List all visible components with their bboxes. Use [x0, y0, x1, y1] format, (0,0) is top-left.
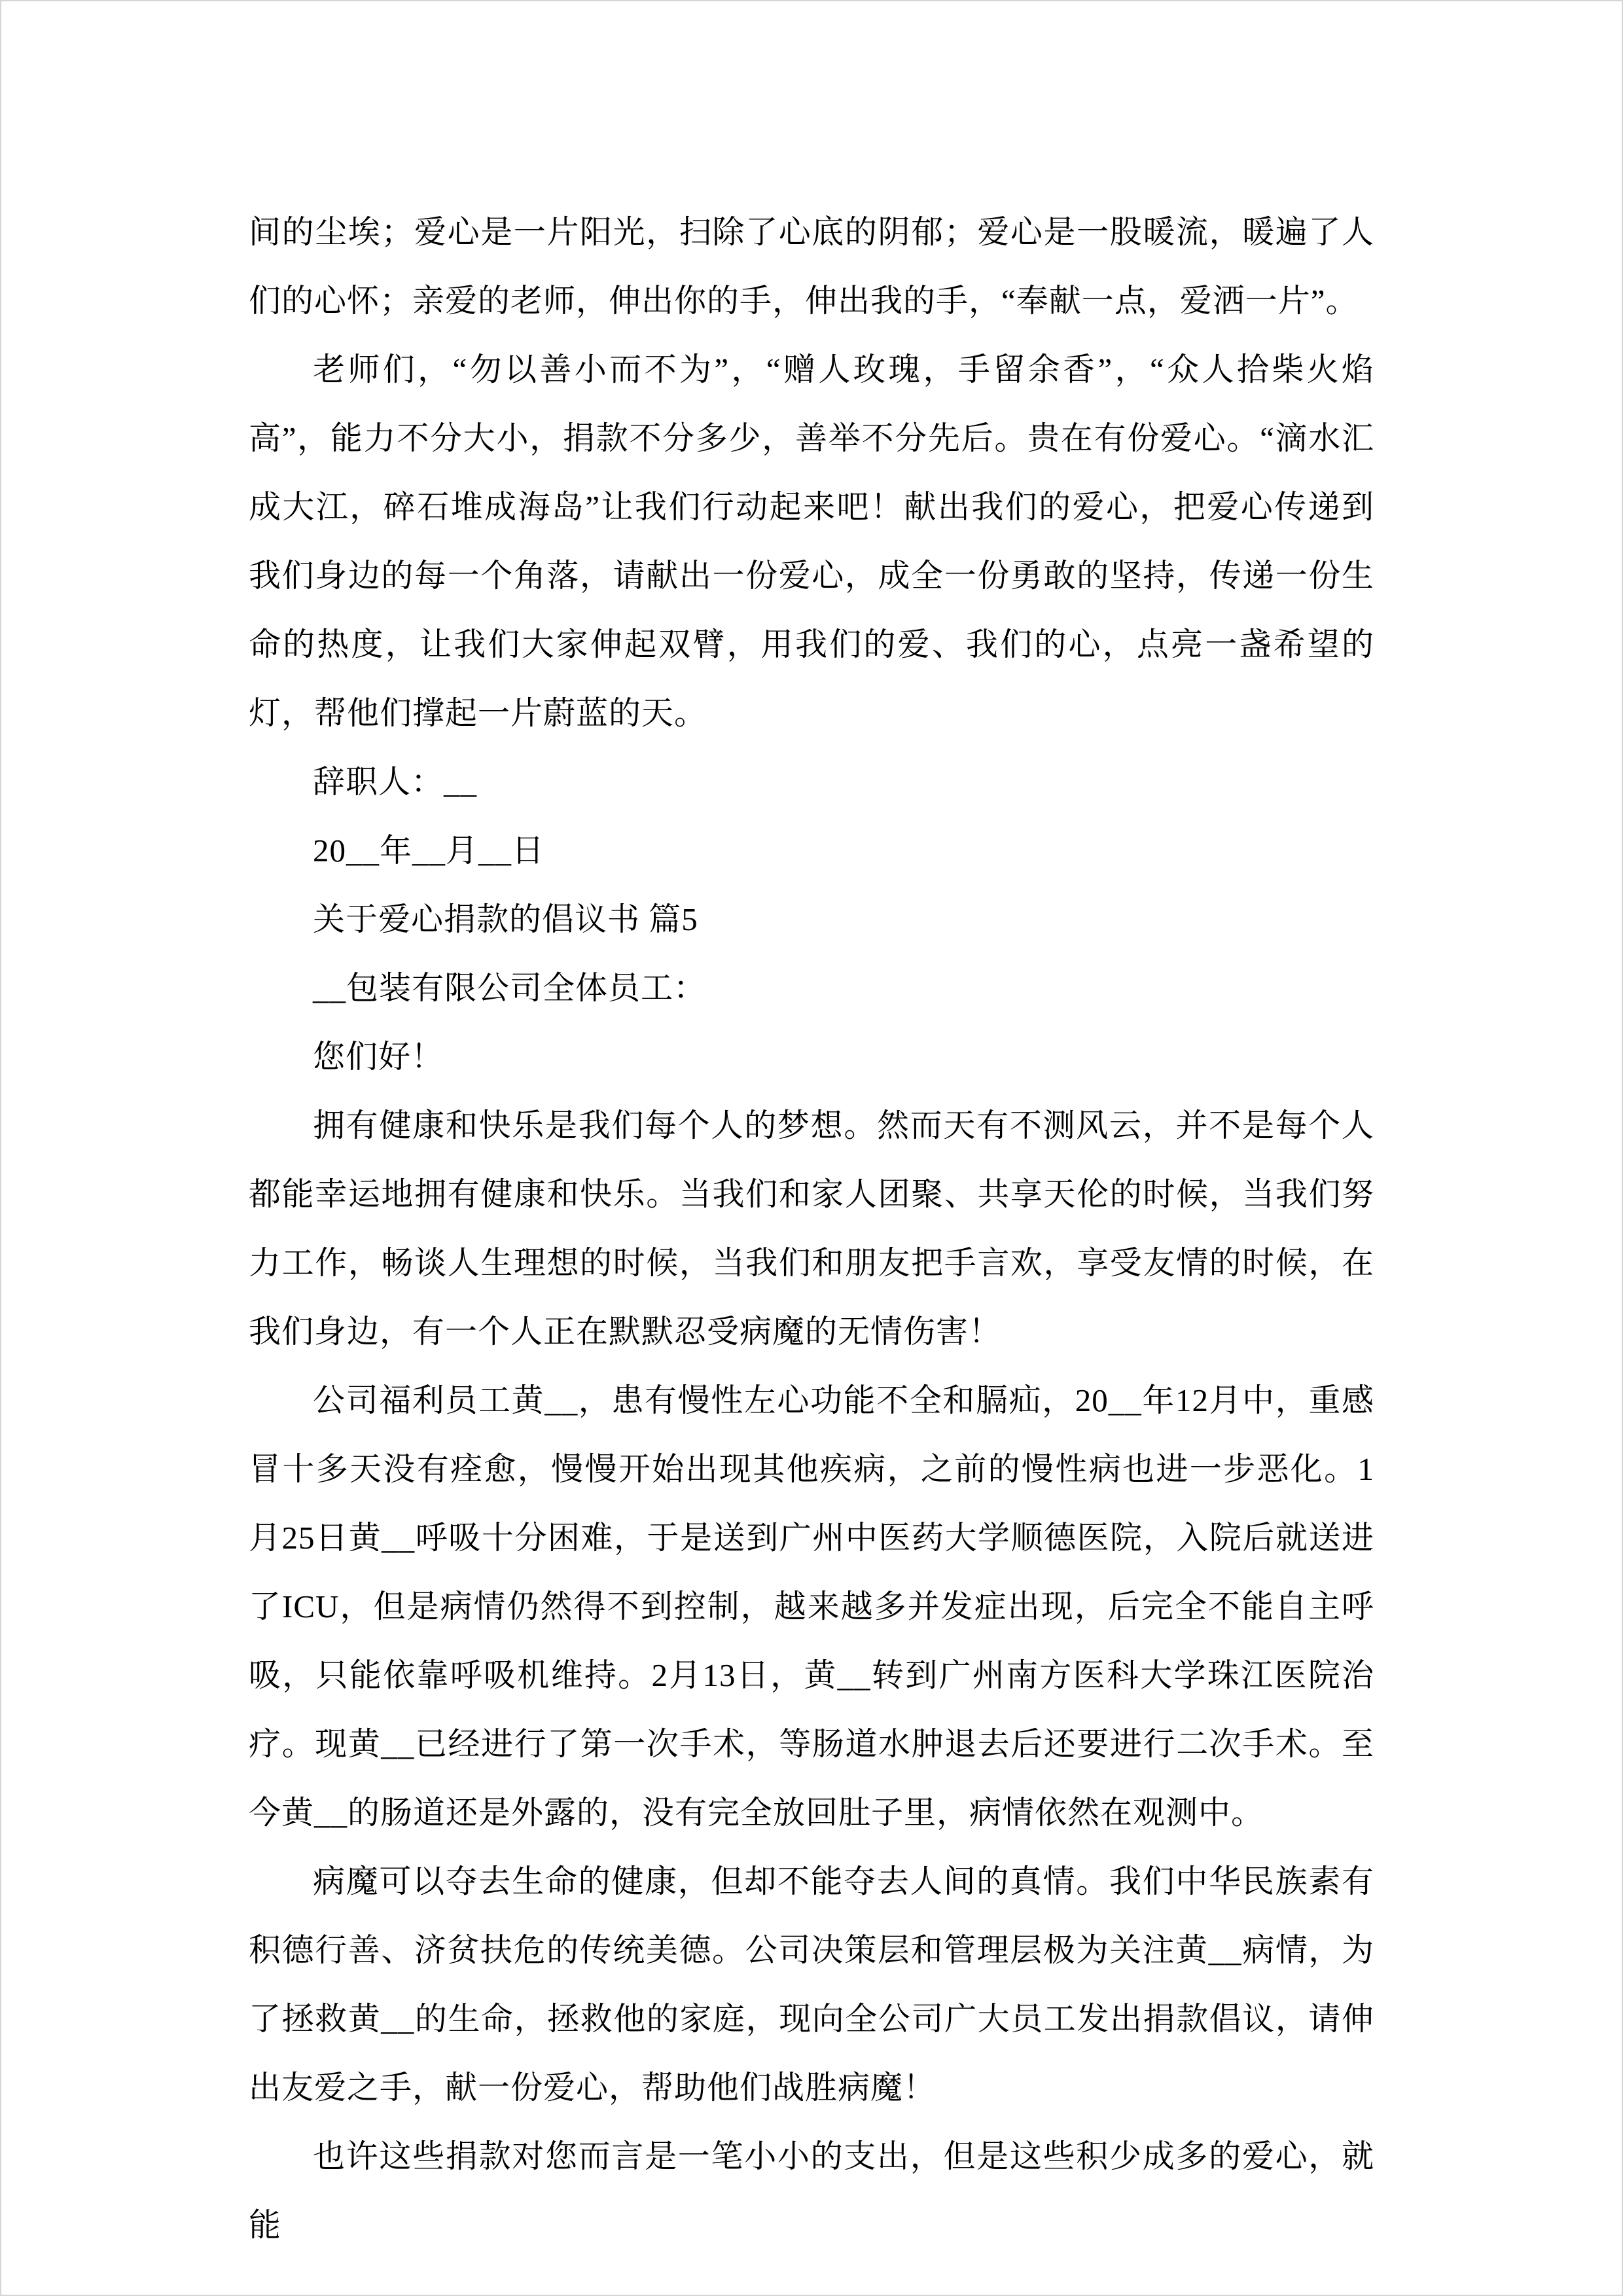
document-body: [249, 198, 1374, 2259]
paragraph-closing-partial: 也许这些捐款对您而言是一笔小小的支出，但是这些积少成多的爱心，就能: [249, 2138, 1374, 2243]
paragraph-intro: 拥有健康和快乐是我们每个人的梦想。然而天有不测风云，并不是每个人都能幸运地拥有健康和快乐。当我们和家人团聚、共享天伦的时候，当我们努力工作，畅谈人生理想的时候，当我们和朋友把手言欢，享受友情的时候，在我们身边，有一个人正在默默忍受病魔的无情伤害！: [249, 1107, 1374, 1350]
paragraph-patient-condition: 公司福利员工黄__，患有慢性左心功能不全和膈疝，20__年12月中，重感冒十多天没有痊愈，慢慢开始出现其他疾病，之前的慢性病也进一步恶化。1月25日黄__呼吸十分困难，于是送到广州中医药大学顺德医院，入院后就送进了ICU，但是病情仍然得不到控制，越来越多并发症出现，后完全不能自主呼吸，只能依靠呼吸机维持。2月13日，黄__转到广州南方医科大学珠江医院治疗。现黄__已经进行了第一次手术，等肠道水肿退去后还要进行二次手术。至今黄__的肠道还是外露的，没有完全放回肚子里，病情依然在观测中。: [249, 1382, 1374, 1831]
date-line: 20__年__月__日: [313, 833, 545, 869]
paragraph-continuation: 间的尘埃；爱心是一片阳光，扫除了心底的阴郁；爱心是一股暖流，暖遍了人们的心怀；亲爱的老师，伸出你的手，伸出我的手，“奉献一点，爱洒一片”。: [249, 214, 1374, 319]
signature-line: 辞职人：__: [313, 764, 478, 800]
section-title: 关于爱心捐款的倡议书 篇5: [313, 901, 698, 937]
salutation-line: __包装有限公司全体员工：: [313, 970, 707, 1006]
greeting-line: 您们好！: [313, 1039, 444, 1075]
paragraph-call-to-action: 病魔可以夺去生命的健康，但却不能夺去人间的真情。我们中华民族素有积德行善、济贫扶危的传统美德。公司决策层和管理层极为关注黄__病情，为了拯救黄__的生命，拯救他的家庭，现向全公司广大员工发出捐款倡议，请伸出友爱之手，献一份爱心，帮助他们战胜病魔！: [249, 1863, 1374, 2106]
paragraph-appeal: 老师们，“勿以善小而不为”，“赠人玫瑰，手留余香”，“众人拾柴火焰高”，能力不分大小，捐款不分多少，善举不分先后。贵在有份爱心。“滴水汇成大江，碎石堆成海岛”让我们行动起来吧！献出我们的爱心，把爱心传递到我们身边的每一个角落，请献出一份爱心，成全一份勇敢的坚持，传递一份生命的热度，让我们大家伸起双臂，用我们的爱、我们的心，点亮一盏希望的灯，帮他们撑起一片蔚蓝的天。: [249, 351, 1374, 731]
